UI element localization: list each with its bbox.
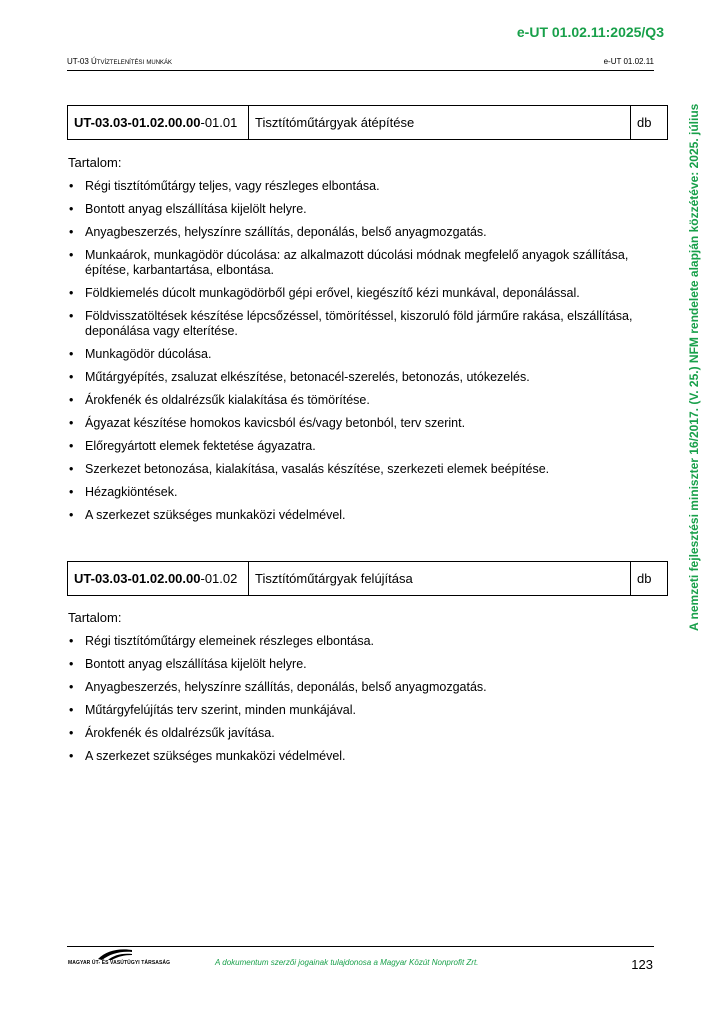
item-title: Tisztítóműtárgyak átépítése — [249, 106, 631, 139]
running-header-section — [67, 56, 172, 68]
list-item: • Műtárgyfelújítás terv szerint, minden munkájával. — [68, 703, 658, 718]
logo-text: MAGYAR ÚT- ÉS VASÚTÜGYI TÁRSASÁG — [68, 960, 171, 966]
list-item: • Árokfenék és oldalrézsűk kialakítása és tömörítése. — [68, 393, 658, 408]
list-item: • Földkiemelés dúcolt munkagödörből gépi erővel, kiegészítő kézi munkával, deponálással. — [68, 286, 658, 301]
list-item: • Földvisszatöltések készítése lépcsőzéssel, tömörítéssel, kiszoruló föld járműre rakása, elszállítása, deponálása vagy elterítése. — [68, 309, 658, 339]
item-code — [68, 106, 249, 139]
item-code-suffix: -01.02 — [200, 571, 238, 586]
page-number: 123 — [631, 957, 653, 972]
item-unit: db — [637, 571, 652, 586]
item-code-bold: UT-03.03-01.02.00.00 — [74, 115, 201, 130]
list-item: • Munkaárok, munkagödör dúcolása: az alkalmazott dúcolási módnak megfelelő anyagok szállítása, építése, karbantartása, elbontása. — [68, 248, 658, 278]
list-item: • Bontott anyag elszállítása kijelölt helyre. — [68, 202, 658, 217]
list-item: • Régi tisztítóműtárgy teljes, vagy részleges elbontása. — [68, 179, 658, 194]
item-code-bold: UT-03.03-01.02.00.00 — [74, 571, 201, 586]
list-item: • Bontott anyag elszállítása kijelölt helyre. — [68, 657, 658, 672]
item-code-suffix: -01.01 — [200, 115, 238, 130]
list-item: • Műtárgyépítés, zsaluzat elkészítése, betonacél-szerelés, betonozás, utókezelés. — [68, 370, 658, 385]
list-item: • Anyagbeszerzés, helyszínre szállítás, deponálás, belső anyagmozgatás. — [68, 680, 658, 695]
side-publication-note: A nemzeti fejlesztési miniszter 16/2017. (V. 25.) NFM rendelete alapján közzétéve: 2025. július — [687, 103, 701, 631]
list-item: • Anyagbeszerzés, helyszínre szállítás, deponálás, belső anyagmozgatás. — [68, 225, 658, 240]
footer-logo — [68, 948, 171, 970]
list-item: • A szerkezet szükséges munkaközi védelmével. — [68, 749, 658, 764]
item-header-table-2 — [67, 561, 668, 596]
running-header-doc-ref: e-UT 01.02.11 — [603, 57, 654, 66]
item-code — [68, 562, 249, 595]
content-list-2 — [68, 634, 658, 772]
item-unit: db — [637, 115, 652, 130]
section-title: Útvíztelenítési munkák — [91, 57, 173, 66]
list-item: • Előregyártott elemek fektetése ágyazatra. — [68, 439, 658, 454]
road-logo-icon — [98, 948, 132, 960]
list-item: • Régi tisztítóműtárgy elemeinek részleges elbontása. — [68, 634, 658, 649]
content-label: Tartalom: — [68, 155, 122, 170]
list-item: • Ágyazat készítése homokos kavicsból és/vagy betonból, terv szerint. — [68, 416, 658, 431]
list-item: • A szerkezet szükséges munkaközi védelmével. — [68, 508, 658, 523]
content-label: Tartalom: — [68, 610, 122, 625]
footer-divider — [67, 946, 654, 947]
list-item: • Szerkezet betonozása, kialakítása, vasalás készítése, szerkezeti elemek beépítése. — [68, 462, 658, 477]
item-title: Tisztítóműtárgyak felújítása — [249, 562, 631, 595]
list-item: • Munkagödör dúcolása. — [68, 347, 658, 362]
list-item: • Árokfenék és oldalrézsűk javítása. — [68, 726, 658, 741]
content-list-1 — [68, 179, 658, 531]
item-header-table-1 — [67, 105, 668, 140]
footer-copyright: A dokumentum szerzői jogainak tulajdonosa a Magyar Közút Nonprofit Zrt. — [215, 958, 479, 967]
section-prefix: UT-03 — [67, 57, 89, 66]
document-code: e-UT 01.02.11:2025/Q3 — [516, 24, 664, 40]
list-item: • Hézagkiöntések. — [68, 485, 658, 500]
running-header — [67, 56, 654, 71]
